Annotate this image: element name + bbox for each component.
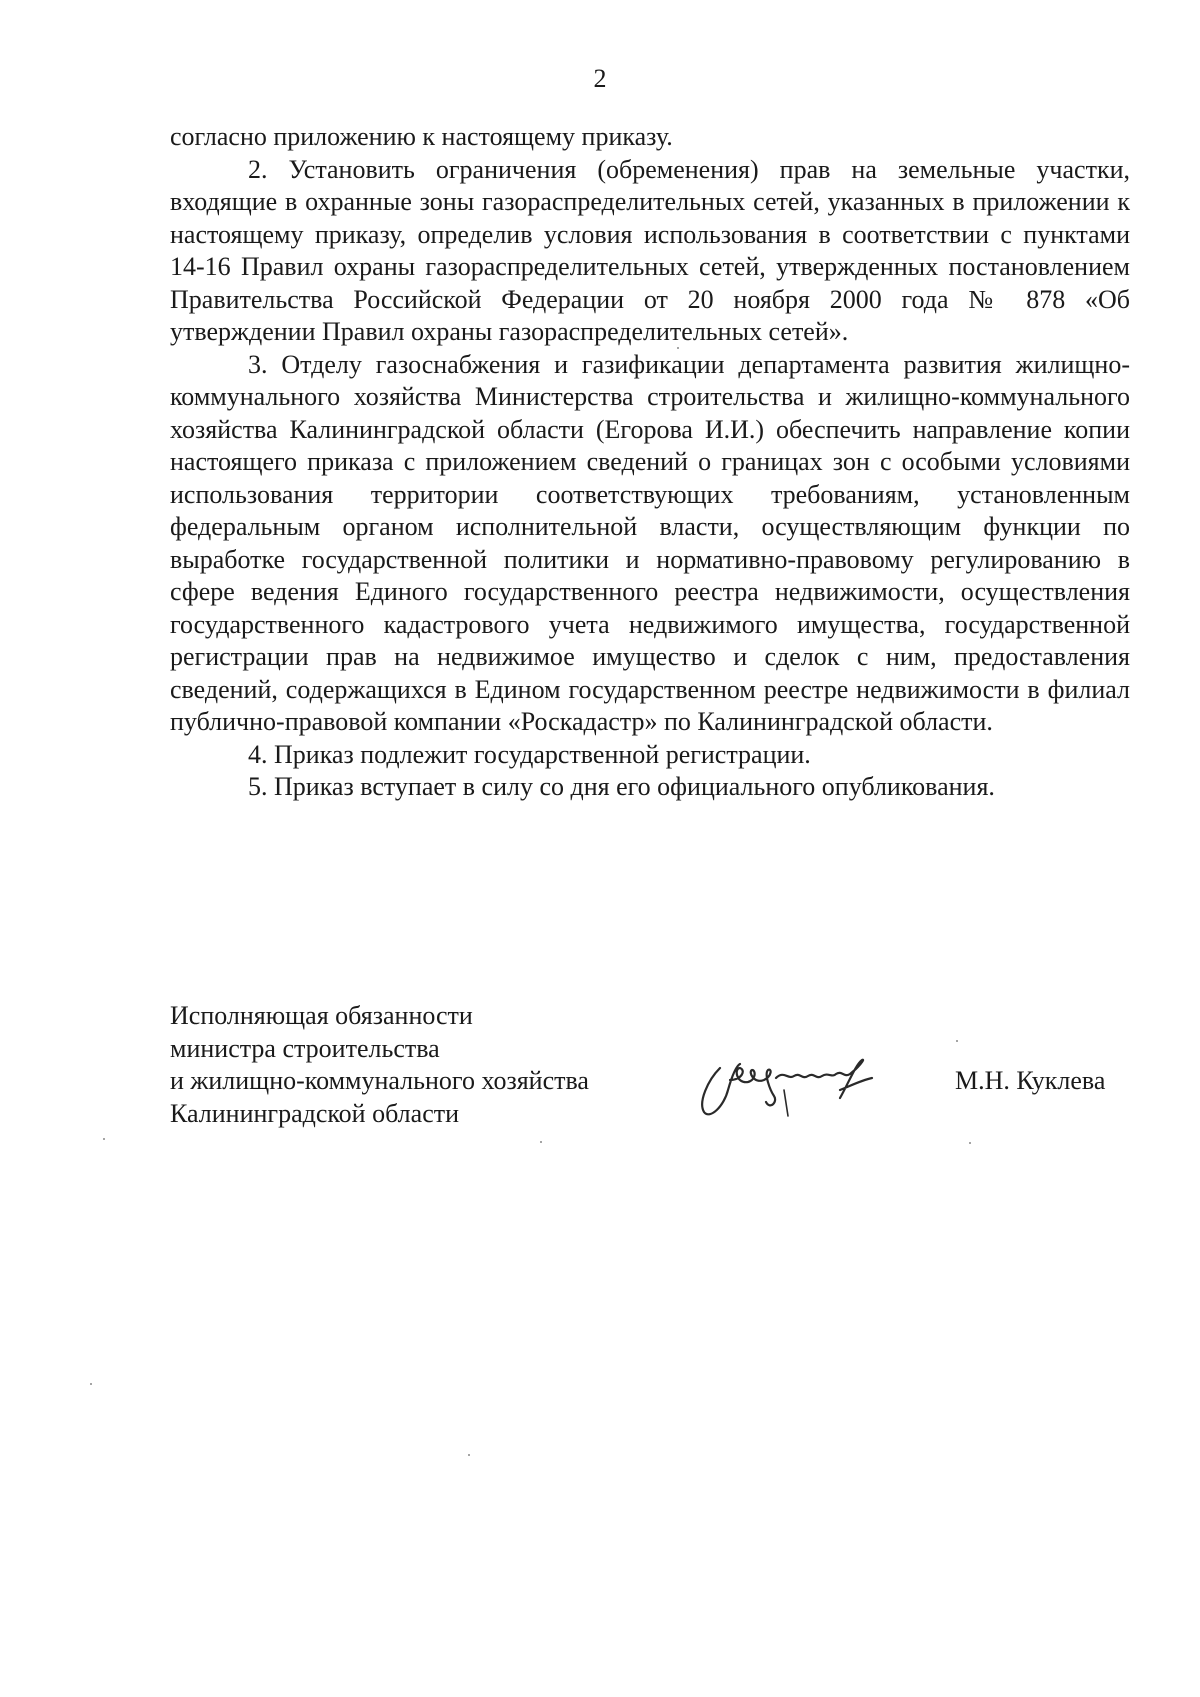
scan-speck [969, 1142, 971, 1144]
scan-speck [90, 1383, 92, 1385]
signatory-position [170, 1000, 690, 1130]
paragraph-item-3: 3. Отделу газоснабжения и газификации департамента развития жилищно-коммунального хозяйства Министерства строительства и жилищно-коммунального хозяйства Калининградской области (Егорова И.И.) обеспечить направление копии настоящего приказа с приложением сведений о границах зон с особыми условиями использования территории соответствующих требованиям, установленным федеральным органом исполнительной власти, осуществляющим функции по выработке государственной политики и нормативно-правовому регулированию в сфере ведения Единого государственного реестра недвижимости, осуществления государственного кадастрового учета недвижимого имущества, государственной регистрации прав на недвижимое имущество и сделок с ним, предоставления сведений, содержащихся в Едином государственном реестре недвижимости в филиал публично-правовой компании «Роскадастр» по Калининградской области. [170, 349, 1130, 736]
position-line: Исполняющая обязанности [170, 1001, 473, 1030]
paragraph-item-2: 2. Установить ограничения (обременения) прав на земельные участки, входящие в охранные зоны газораспределительных сетей, указанных в приложении к настоящему приказу, определив условия использования в соответствии с пунктами 14-16 Правил охраны газораспределительных сетей, утвержденных постановлением Правительства Российской Федерации от 20 ноября 2000 года № 878 «Об утверждении Правил охраны газораспределительных сетей». [170, 154, 1130, 346]
handwritten-signature [690, 1050, 900, 1130]
scan-speck [956, 1040, 958, 1042]
paragraph-continuation: согласно приложению к настоящему приказу. [170, 122, 673, 151]
position-line: министра строительства [170, 1033, 440, 1063]
signer-name: М.Н. Куклева [955, 1066, 1106, 1095]
paragraph-item-5: 5. Приказ вступает в силу со дня его официального опубликования. [248, 772, 995, 801]
scan-speck [103, 1138, 105, 1140]
document-body [170, 121, 1130, 804]
paragraph-item-4: 4. Приказ подлежит государственной регистрации. [248, 739, 811, 769]
scan-speck [468, 1454, 470, 1456]
position-line: и жилищно-коммунального хозяйства [170, 1066, 589, 1095]
scan-speck [677, 347, 679, 349]
page-number: 2 [593, 64, 607, 93]
scan-speck [540, 1141, 542, 1143]
position-line: Калининградской области [170, 1098, 460, 1128]
